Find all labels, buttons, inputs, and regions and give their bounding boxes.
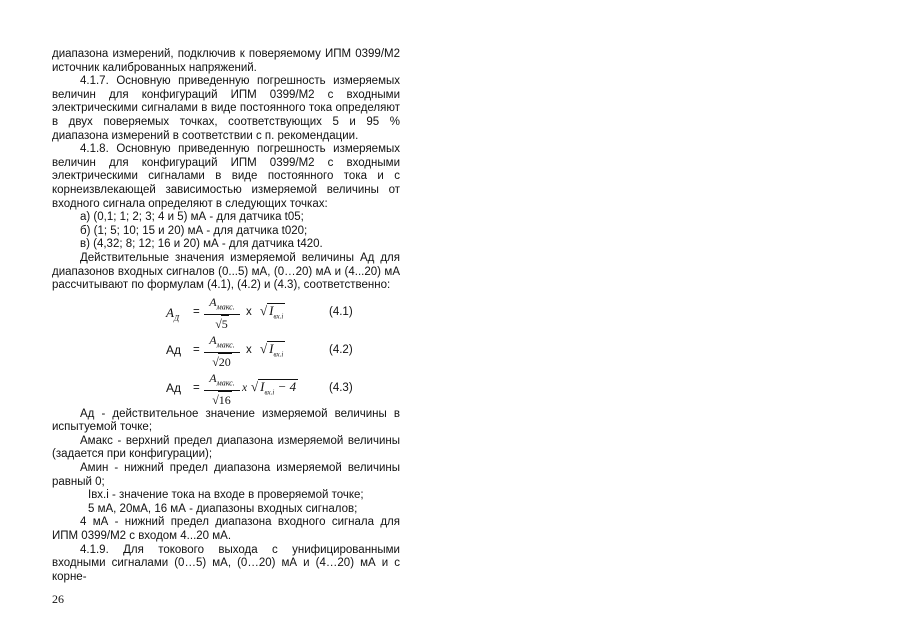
times-sign: x — [246, 305, 252, 318]
formula-number: (4.2) — [329, 343, 353, 356]
paragraph-4-1-9: 4.1.9. Для токового выхода с унифицированными входными сигналами (0…5) мА, (0…20) мА и (4…20) мА и с корне- — [52, 543, 400, 583]
text-column — [52, 48, 400, 584]
paragraph-4-1-8: 4.1.8. Основную приведенную погрешность измеряемых величин для конфигураций ИПМ 0399/М2 с входными электрическими сигналами в виде постоянного тока и с корнеизвлекающей зависимостью измеряемой величины от входного сигнала определяют в следующих точках: — [52, 143, 400, 210]
paragraph-intro: диапазона измерений, подключив к поверяемому ИПМ 0399/М2 источник калиброванных напряжений. — [52, 48, 400, 74]
formula-lhs: Ад — [166, 342, 182, 357]
equals-sign: = — [193, 343, 200, 356]
formula-lhs: Ад — [166, 380, 182, 395]
equals-sign: = — [193, 305, 200, 318]
formula-number: (4.1) — [329, 305, 353, 318]
formula-number: (4.3) — [329, 381, 353, 394]
formula-fraction: $А_{макс.}$ √5 — [204, 295, 240, 332]
formula-sqrt: √ $I_{вх.i} - 4$ — [251, 379, 298, 400]
list-item-a: а) (0,1; 1; 2; 3; 4 и 5) мА - для датчика t05; — [80, 211, 304, 224]
paragraph-formulas-intro: Действительные значения измеряемой величины Ад для диапазонов входных сигналов (0...5) мА, (0…20) мА и (4...20) мА рассчитывают по формулам (4.1), (4.2) и (4.3), соответственно: — [52, 251, 400, 292]
equals-sign: = — [193, 381, 200, 394]
definition-4ma: 4 мА - нижний предел диапазона входного сигнала для ИПМ 0399/М2 с входом 4...20 мА. — [52, 516, 400, 543]
formula-sqrt: √ $I_{вх.i}$ — [260, 341, 285, 362]
times-sign: x — [242, 381, 248, 394]
list-item-b: б) (1; 5; 10; 15 и 20) мА - для датчика t020; — [80, 224, 308, 237]
list-item-c: в) (4,32; 8; 12; 16 и 20) мА - для датчика t420. — [80, 238, 323, 251]
definition-amaks: Амакс - верхний предел диапазона измеряемой величины (задается при конфигурации); — [52, 434, 400, 461]
formula-fraction: $А_{макс.}$ √16 — [204, 371, 240, 408]
definition-ranges: 5 мА, 20мА, 16 мА - диапазоны входных сигналов; — [88, 502, 358, 515]
formula-fraction: $А_{макс.}$ √20 — [204, 333, 240, 370]
formula-4-1 — [52, 295, 400, 331]
paragraph-4-1-7: 4.1.7. Основную приведенную погрешность измеряемых величин для конфигураций ИПМ 0399/М2 с входными электрическими сигналами в виде постоянного тока определяют в двух поверяемых точках, соответствующих 5 и 95 % диапазона измерений в соответствии с п. рекомендации. — [52, 75, 400, 142]
page-number: 26 — [52, 592, 64, 606]
definition-ad: Ад - действительное значение измеряемой величины в испытуемой точке; — [52, 407, 400, 434]
definition-ivx: Iвх.i - значение тока на входе в проверяемой точке; — [88, 489, 364, 502]
formula-4-3 — [52, 371, 400, 407]
times-sign: x — [246, 343, 252, 356]
formula-lhs: $А_Д$ — [166, 304, 180, 323]
formula-4-2 — [52, 333, 400, 369]
definition-amin: Амин - нижний предел диапазона измеряемой величины равный 0; — [52, 462, 400, 488]
formula-sqrt: √ $I_{вх.i}$ — [260, 303, 285, 324]
